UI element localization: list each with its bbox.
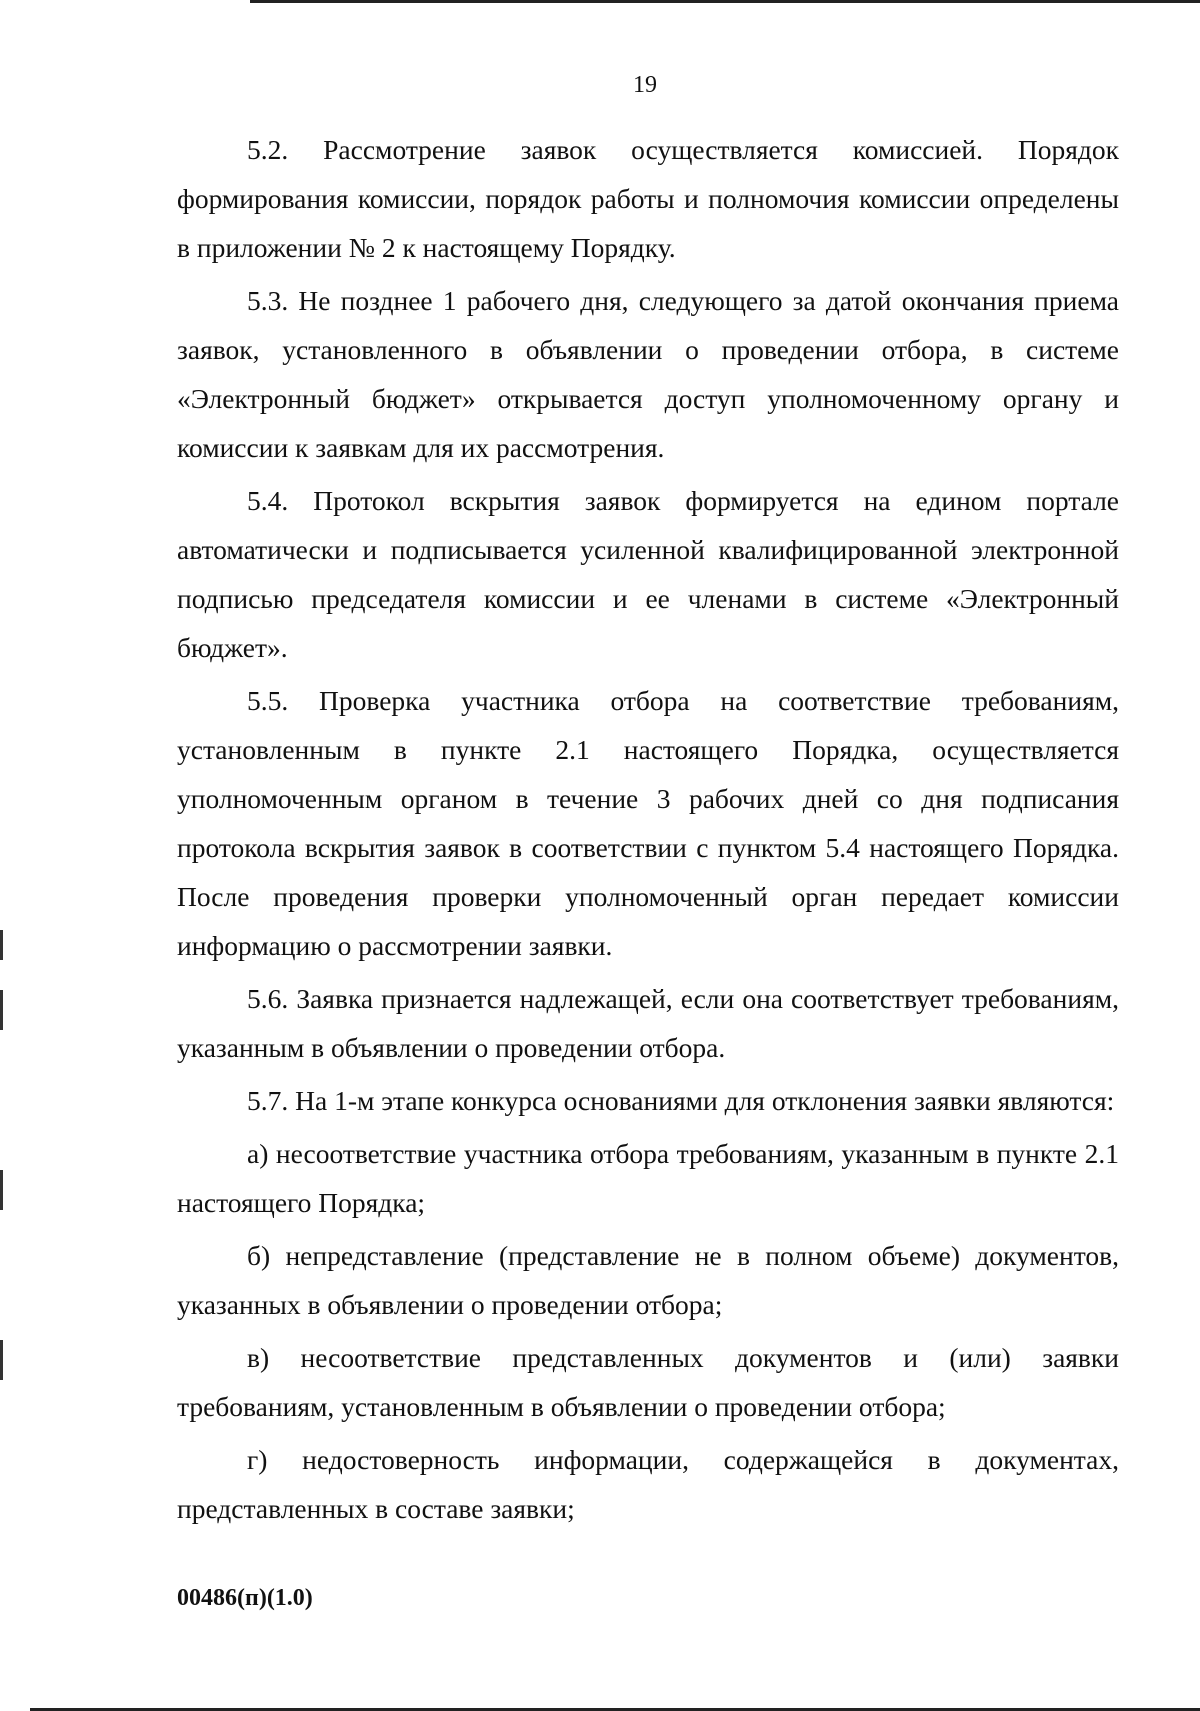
paragraph-5-6: 5.6. Заявка признается надлежащей, если она соответствует требованиям, указанным в объявлении о проведении отбора. [177,983,1119,1063]
paragraph-5-2: 5.2. Рассмотрение заявок осуществляется комиссией. Порядок формирования комиссии, порядок работы и полномочия комиссии определены в приложении № 2 к настоящему Порядку. [177,134,1119,263]
margin-scan-mark [0,1170,3,1210]
list-item-a: а) несоответствие участника отбора требованиям, указанным в пункте 2.1 настоящего Порядка; [177,1138,1119,1218]
document-body [177,125,1119,1537]
margin-scan-mark [0,930,3,960]
page-number: 19 [633,72,657,98]
margin-scan-mark [0,990,3,1030]
paragraph-5-3: 5.3. Не позднее 1 рабочего дня, следующего за датой окончания приема заявок, установленного в объявлении о проведении отбора, в системе «Электронный бюджет» открывается доступ уполномоченному органу и комиссии к заявкам для их рассмотрения. [177,285,1119,463]
paragraph-5-7: 5.7. На 1-м этапе конкурса основаниями для отклонения заявки являются: [247,1085,1115,1116]
list-item-v: в) несоответствие представленных документов и (или) заявки требованиям, установленным в объявлении о проведении отбора; [177,1342,1119,1422]
margin-scan-mark [0,1340,3,1380]
list-item-b: б) непредставление (представление не в полном объеме) документов, указанных в объявлении о проведении отбора; [177,1240,1119,1320]
list-item-g: г) недостоверность информации, содержащейся в документах, представленных в составе заявки; [177,1444,1119,1524]
paragraph-5-4: 5.4. Протокол вскрытия заявок формируется на едином портале автоматически и подписывается усиленной квалифицированной электронной подписью председателя комиссии и ее членами в системе «Электронный бюджет». [177,485,1119,663]
paragraph-5-5: 5.5. Проверка участника отбора на соответствие требованиям, установленным в пункте 2.1 настоящего Порядка, осуществляется уполномоченным органом в течение 3 рабочих дней со дня подписания протокола вскрытия заявок в соответствии с пунктом 5.4 настоящего Порядка. После проведения проверки уполномоченный орган передает комиссии информацию о рассмотрении заявки. [177,685,1119,961]
document-code: 00486(п)(1.0) [177,1585,313,1611]
top-border-line [250,0,1200,3]
